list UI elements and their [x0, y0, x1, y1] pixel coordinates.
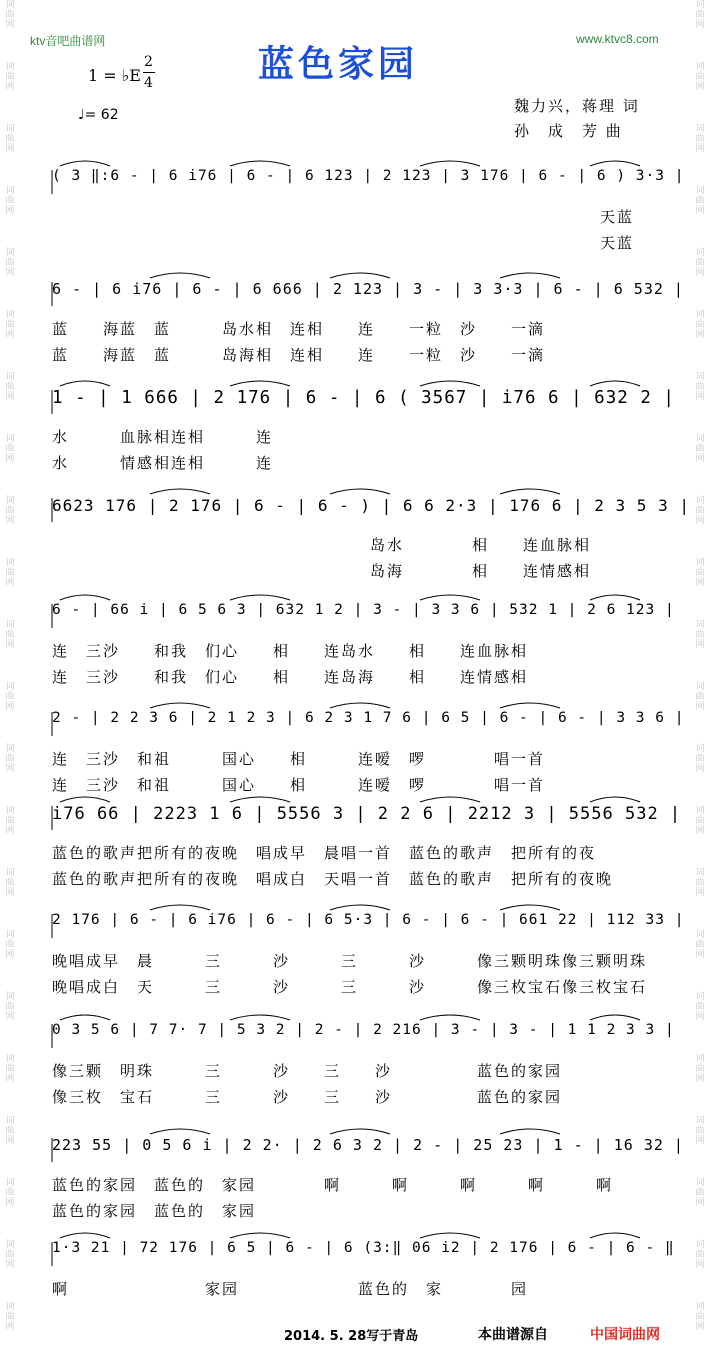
watermark-glyph: 网 — [5, 826, 15, 836]
watermark-glyph: 词 — [695, 186, 705, 196]
watermark-glyph: 词 — [695, 992, 705, 1002]
lyric-verse-1: 像三颗 明珠 三 沙 三 沙 蓝色的家园 — [52, 1062, 563, 1080]
watermark-glyph: 曲 — [695, 196, 705, 206]
watermark-glyph: 网 — [5, 516, 15, 526]
watermark-glyph: 网 — [695, 578, 705, 588]
tie-arc — [330, 1129, 390, 1134]
tie-arc — [230, 1015, 290, 1020]
watermark-glyph: 词 — [695, 124, 705, 134]
tie-arc — [500, 703, 560, 708]
tie-arc — [60, 161, 110, 166]
watermark-glyph: 曲 — [695, 630, 705, 640]
watermark-glyph: 网 — [5, 330, 15, 340]
watermark-glyph: 词 — [695, 1240, 705, 1250]
watermark-glyph: 词 — [695, 1054, 705, 1064]
notation-line: 223 55 | 0 5 6 i | 2 2· | 2 6 3 2 | 2 - | 25 23 | 1 - | 16 32 | — [52, 1136, 684, 1154]
lyric-verse-1: 连 三沙 和我 们心 相 连岛水 相 连血脉相 — [52, 642, 529, 660]
tie-arc — [150, 489, 210, 494]
lyric-verse-2: 连 三沙 和祖 国心 相 连嗳 啰 唱一首 — [52, 776, 546, 794]
tie-arc — [420, 1015, 480, 1020]
tie-arc — [420, 595, 480, 600]
watermark-glyph: 曲 — [5, 1312, 15, 1322]
watermark-glyph: 曲 — [5, 444, 15, 454]
lyric-verse-1: 水 血脉相连相 连 — [52, 428, 274, 446]
watermark-glyph: 词 — [5, 310, 15, 320]
watermark-glyph: 曲 — [695, 754, 705, 764]
watermark-glyph: 曲 — [695, 1312, 705, 1322]
watermark-glyph: 网 — [5, 764, 15, 774]
watermark-glyph: 词 — [695, 558, 705, 568]
tie-arc — [420, 797, 480, 802]
tie-arc — [330, 703, 390, 708]
watermark-glyph: 网 — [5, 1322, 15, 1332]
watermark-glyph: 曲 — [695, 444, 705, 454]
tie-arc — [420, 1233, 480, 1238]
notation-line: 6623 176 | 2 176 | 6 - | 6 - ) | 6 6 2·3 | 176 6 | 2 3 5 3 | — [52, 496, 690, 515]
watermark-glyph: 曲 — [5, 506, 15, 516]
watermark-glyph: 网 — [5, 1074, 15, 1084]
tie-arc — [500, 273, 560, 278]
watermark-glyph: 网 — [5, 1012, 15, 1022]
composer-credit: 孙 成 芳 曲 — [514, 122, 623, 140]
watermark-glyph: 曲 — [695, 1126, 705, 1136]
tie-arc — [230, 595, 290, 600]
watermark-glyph: 网 — [5, 144, 15, 154]
watermark-glyph: 曲 — [695, 258, 705, 268]
notation-line: 2 - | 2 2 3 6 | 2 1 2 3 | 6 2 3 1 7 6 | 6 5 | 6 - | 6 - | 3 3 6 | — [52, 710, 685, 726]
watermark-glyph: 词 — [695, 434, 705, 444]
watermark-glyph: 词 — [695, 806, 705, 816]
watermark-glyph: 词 — [5, 930, 15, 940]
lyric-verse-2: 天蓝 — [600, 234, 635, 252]
watermark-glyph: 网 — [695, 392, 705, 402]
tie-arc — [150, 273, 210, 278]
watermark-glyph: 曲 — [5, 1064, 15, 1074]
watermark-glyph: 词 — [5, 372, 15, 382]
watermark-glyph: 网 — [695, 1260, 705, 1270]
tie-arc — [230, 797, 290, 802]
watermark-glyph: 曲 — [5, 568, 15, 578]
tie-arc — [420, 381, 480, 386]
lyric-verse-1: 蓝色的家园 蓝色的 家园 啊 啊 啊 啊 啊 — [52, 1176, 614, 1194]
notation-line: ( 3 ‖:6 - | 6 i76 | 6 - | 6 123 | 2 123 | 3 176 | 6 - | 6 ) 3·3 | — [52, 168, 685, 184]
watermark-glyph: 词 — [5, 248, 15, 258]
watermark-glyph: 网 — [695, 206, 705, 216]
watermark-glyph: 曲 — [695, 1188, 705, 1198]
watermark-glyph: 网 — [695, 1198, 705, 1208]
source-brand: 中国词曲网 — [590, 1327, 660, 1343]
watermark-glyph: 曲 — [695, 10, 705, 20]
tie-arc — [590, 1233, 640, 1238]
watermark-glyph: 曲 — [695, 1064, 705, 1074]
watermark-glyph: 曲 — [695, 568, 705, 578]
watermark-glyph: 网 — [5, 888, 15, 898]
watermark-glyph: 曲 — [695, 382, 705, 392]
watermark-glyph: 网 — [695, 826, 705, 836]
watermark-glyph: 曲 — [5, 1002, 15, 1012]
watermark-glyph: 曲 — [5, 816, 15, 826]
tie-arc — [230, 1233, 290, 1238]
tie-arc — [330, 905, 390, 910]
watermark-glyph: 网 — [5, 82, 15, 92]
watermark-glyph: 曲 — [695, 320, 705, 330]
watermark-glyph: 网 — [695, 268, 705, 278]
watermark-glyph: 词 — [5, 496, 15, 506]
tie-arc — [60, 595, 110, 600]
watermark-glyph: 网 — [695, 516, 705, 526]
tie-arc — [500, 905, 560, 910]
watermark-glyph: 网 — [5, 20, 15, 30]
key-signature: 1 = ♭E — [88, 66, 141, 85]
watermark-glyph: 词 — [695, 248, 705, 258]
time-signature-bottom: 4 — [144, 75, 153, 91]
lyricist-credit: 魏力兴，蒋理 词 — [514, 97, 640, 115]
watermark-glyph: 词 — [695, 868, 705, 878]
notation-line: 1 - | 1 666 | 2 176 | 6 - | 6 ( 3567 | i76 6 | 632 2 | — [52, 388, 675, 408]
watermark-glyph: 曲 — [5, 1126, 15, 1136]
watermark-glyph: 曲 — [5, 258, 15, 268]
tie-arc — [590, 161, 640, 166]
watermark-glyph: 网 — [695, 82, 705, 92]
lyric-verse-2: 岛海 相 连情感相 — [370, 562, 592, 580]
watermark-glyph: 词 — [695, 0, 705, 10]
watermark-glyph: 词 — [5, 1116, 15, 1126]
watermark-glyph: 词 — [5, 1302, 15, 1312]
watermark-glyph: 网 — [695, 1136, 705, 1146]
watermark-glyph: 词 — [5, 620, 15, 630]
watermark-glyph: 曲 — [5, 940, 15, 950]
watermark-glyph: 词 — [695, 62, 705, 72]
watermark-glyph: 网 — [5, 392, 15, 402]
watermark-glyph: 曲 — [5, 754, 15, 764]
watermark-glyph: 网 — [5, 702, 15, 712]
watermark-glyph: 网 — [5, 206, 15, 216]
watermark-glyph: 词 — [695, 682, 705, 692]
watermark-glyph: 词 — [5, 434, 15, 444]
watermark-glyph: 词 — [5, 1054, 15, 1064]
notation-line: 1·3 21 | 72 176 | 6 5 | 6 - | 6 (3:‖ 06 i2 | 2 176 | 6 - | 6 - ‖ — [52, 1240, 675, 1256]
watermark-glyph: 曲 — [695, 1250, 705, 1260]
tie-arc — [590, 381, 640, 386]
watermark-glyph: 曲 — [695, 878, 705, 888]
tie-arc — [150, 703, 210, 708]
watermark-glyph: 词 — [695, 1302, 705, 1312]
watermark-glyph: 词 — [5, 682, 15, 692]
watermark-glyph: 网 — [5, 268, 15, 278]
notation-line: 6 - | 66 i | 6 5 6 3 | 632 1 2 | 3 - | 3 3 6 | 532 1 | 2 6 123 | — [52, 602, 675, 618]
watermark-glyph: 网 — [695, 20, 705, 30]
tie-arc — [590, 1015, 640, 1020]
lyric-verse-1: 蓝色的歌声把所有的夜晚 唱成早 晨唱一首 蓝色的歌声 把所有的夜 — [52, 844, 597, 862]
watermark-glyph: 网 — [5, 640, 15, 650]
watermark-glyph: 网 — [5, 1198, 15, 1208]
watermark-glyph: 词 — [695, 310, 705, 320]
watermark-glyph: 词 — [5, 992, 15, 1002]
composition-date: 2014. 5. 28写于青岛 — [284, 1329, 419, 1344]
lyric-verse-2: 蓝色的歌声把所有的夜晚 唱成白 天唱一首 蓝色的歌声 把所有的夜晚 — [52, 870, 614, 888]
watermark-glyph: 网 — [695, 888, 705, 898]
tie-arc — [60, 797, 110, 802]
watermark-glyph: 词 — [5, 868, 15, 878]
watermark-glyph: 网 — [695, 764, 705, 774]
watermark-glyph: 词 — [5, 124, 15, 134]
watermark-glyph: 曲 — [5, 630, 15, 640]
watermark-glyph: 曲 — [695, 506, 705, 516]
watermark-glyph: 曲 — [695, 72, 705, 82]
watermark-glyph: 词 — [5, 1178, 15, 1188]
watermark-glyph: 网 — [5, 454, 15, 464]
tie-arc — [60, 1015, 110, 1020]
watermark-glyph: 网 — [5, 578, 15, 588]
tie-arc — [60, 1233, 110, 1238]
tie-arc — [330, 489, 390, 494]
watermark-glyph: 网 — [5, 1260, 15, 1270]
watermark-glyph: 曲 — [5, 382, 15, 392]
tie-arc — [60, 381, 110, 386]
notation-line: i76 66 | 2223 1 6 | 5556 3 | 2 2 6 | 2212 3 | 5556 532 | — [52, 804, 682, 824]
watermark-glyph: 曲 — [5, 196, 15, 206]
watermark-glyph: 曲 — [695, 816, 705, 826]
watermark-glyph: 网 — [5, 950, 15, 960]
watermark-glyph: 网 — [695, 640, 705, 650]
lyric-verse-2: 连 三沙 和我 们心 相 连岛海 相 连情感相 — [52, 668, 529, 686]
tempo-marking: ♩= 62 — [78, 107, 119, 123]
lyric-verse-2: 晚唱成白 天 三 沙 三 沙 像三枚宝石像三枚宝石 — [52, 978, 648, 996]
watermark-glyph: 网 — [695, 330, 705, 340]
watermark-glyph: 网 — [695, 1074, 705, 1084]
watermark-glyph: 网 — [695, 702, 705, 712]
tie-arc — [230, 161, 290, 166]
watermark-glyph: 词 — [695, 372, 705, 382]
watermark-glyph: 曲 — [695, 1002, 705, 1012]
tie-arc — [150, 1129, 210, 1134]
watermark-glyph: 词 — [695, 744, 705, 754]
watermark-glyph: 词 — [695, 1116, 705, 1126]
lyric-verse-1: 岛水 相 连血脉相 — [370, 536, 592, 554]
watermark-glyph: 词 — [5, 744, 15, 754]
tie-arc — [500, 489, 560, 494]
tie-arc — [420, 161, 480, 166]
lyric-verse-2: 像三枚 宝石 三 沙 三 沙 蓝色的家园 — [52, 1088, 563, 1106]
watermark-glyph: 词 — [695, 620, 705, 630]
watermark-glyph: 词 — [5, 1240, 15, 1250]
time-signature-top: 2 — [144, 54, 153, 70]
lyric-verse-2: 蓝色的家园 蓝色的 家园 — [52, 1202, 257, 1220]
watermark-glyph: 曲 — [695, 134, 705, 144]
watermark-glyph: 词 — [5, 806, 15, 816]
tie-arc — [230, 381, 290, 386]
watermark-glyph: 网 — [695, 144, 705, 154]
lyric-verse-1: 啊 家园 蓝色的 家 园 — [52, 1280, 529, 1298]
watermark-glyph: 网 — [695, 1012, 705, 1022]
watermark-glyph: 词 — [695, 1178, 705, 1188]
tie-arc — [330, 273, 390, 278]
watermark-glyph: 词 — [5, 186, 15, 196]
watermark-glyph: 曲 — [5, 1188, 15, 1198]
watermark-glyph: 曲 — [5, 1250, 15, 1260]
watermark-glyph: 曲 — [5, 134, 15, 144]
watermark-glyph: 词 — [695, 496, 705, 506]
site-url-right: www.ktvc8.com — [576, 32, 659, 46]
watermark-glyph: 曲 — [5, 320, 15, 330]
lyric-verse-1: 天蓝 — [600, 208, 635, 226]
tie-arc — [590, 595, 640, 600]
watermark-glyph: 网 — [695, 1322, 705, 1332]
watermark-glyph: 网 — [695, 454, 705, 464]
lyric-verse-1: 连 三沙 和祖 国心 相 连嗳 啰 唱一首 — [52, 750, 546, 768]
song-title: 蓝色家园 — [258, 43, 419, 85]
site-name-left: ktv音吧曲谱网 — [30, 34, 106, 48]
notation-line: 6 - | 6 i76 | 6 - | 6 666 | 2 123 | 3 - | 3 3·3 | 6 - | 6 532 | — [52, 280, 684, 298]
source-label: 本曲谱源自 — [478, 1327, 548, 1343]
watermark-glyph: 曲 — [695, 940, 705, 950]
watermark-glyph: 词 — [695, 930, 705, 940]
watermark-glyph: 词 — [5, 0, 15, 10]
watermark-glyph: 网 — [695, 950, 705, 960]
tie-arc — [590, 797, 640, 802]
watermark-glyph: 词 — [5, 62, 15, 72]
watermark-glyph: 曲 — [5, 72, 15, 82]
lyric-verse-1: 蓝 海蓝 蓝 岛水相 连相 连 一粒 沙 一滴 — [52, 320, 546, 338]
watermark-glyph: 词 — [5, 558, 15, 568]
tie-arc — [150, 905, 210, 910]
watermark-glyph: 网 — [5, 1136, 15, 1146]
notation-line: 2 176 | 6 - | 6 i76 | 6 - | 6 5·3 | 6 - | 6 - | 661 22 | 112 33 | — [52, 912, 685, 928]
watermark-glyph: 曲 — [5, 10, 15, 20]
watermark-glyph: 曲 — [5, 878, 15, 888]
notation-line: 0 3 5 6 | 7 7· 7 | 5 3 2 | 2 - | 2 216 | 3 - | 3 - | 1 1 2 3 3 | — [52, 1022, 675, 1038]
lyric-verse-2: 水 情感相连相 连 — [52, 454, 274, 472]
tie-arc — [500, 1129, 560, 1134]
lyric-verse-1: 晚唱成早 晨 三 沙 三 沙 像三颗明珠像三颗明珠 — [52, 952, 648, 970]
watermark-glyph: 曲 — [695, 692, 705, 702]
watermark-glyph: 曲 — [5, 692, 15, 702]
lyric-verse-2: 蓝 海蓝 蓝 岛海相 连相 连 一粒 沙 一滴 — [52, 346, 546, 364]
